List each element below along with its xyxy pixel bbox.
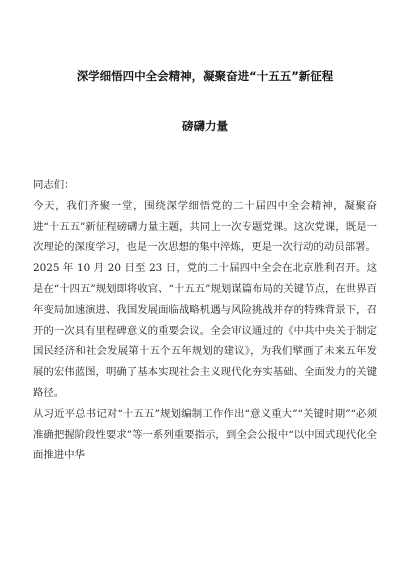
paragraph-2: 2025 年 10 月 20 日至 23 日，党的二十届四中全会在北京胜利召开。这是在“十四五”规划即将收官、“十五五”规划谋篇布局的关键节点，在世界百年变局加速演进、我国发展面临战略机遇与风险挑战并存的特殊背景下，召开的一次具有里程碑意义的重要会议。全会审议通过的《中共中央关于制定国民经济和社会发展第十五个五年规划的建议》，为我们擘画了未来五年发展的宏伟蓝图，明确了基本实现社会主义现代化夯实基础、全面发力的关键路径。 bbox=[33, 262, 377, 399]
document-title-line-2: 磅礴力量 bbox=[182, 119, 228, 133]
salutation: 同志们： bbox=[33, 179, 75, 191]
paragraph-1: 今天，我们齐聚一堂，围绕深学细悟党的二十届四中全会精神，凝聚奋进“十五五”新征程磅礴力量主题，共同上一次专题党课。这次党课，既是一次理论的深度学习，也是一次思想的集中淬炼，更是一次行动的动员部署。 bbox=[33, 199, 377, 254]
paragraph-3: 从习近平总书记对“十五五”规划编制工作作出“意义重大”“关键时期”“必须准确把握阶段性要求”等一系列重要指示，到全会公报中“以中国式现代化全面推进中华 bbox=[33, 407, 377, 462]
document-title-line-1: 深学细悟四中全会精神，凝聚奋进“十五五”新征程 bbox=[76, 69, 334, 83]
document-body bbox=[33, 175, 377, 466]
